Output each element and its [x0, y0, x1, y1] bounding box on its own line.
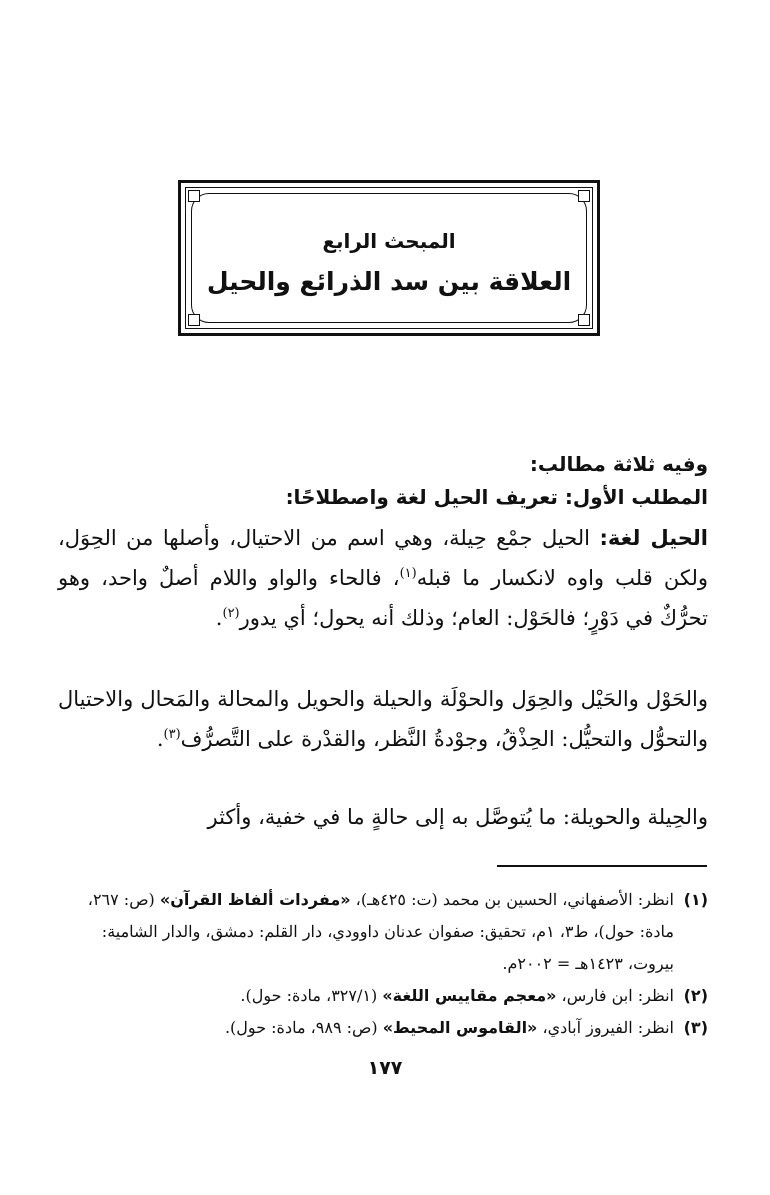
paragraph-text: ، فالحاء والواو واللام أصلٌ واحد، وهو تحرُّكٌ في دَوْرٍ؛ فالحَوْل: العام؛ وذلك أنه يحول؛ أي يدور: [58, 566, 708, 630]
paragraph-2: [58, 679, 708, 759]
term-label: الحيل لغة:: [599, 526, 708, 550]
paragraph-3: [58, 797, 708, 837]
paragraph-1: [58, 518, 708, 638]
footnote-ref[interactable]: (١): [399, 566, 417, 581]
book-title: «مفردات ألفاظ القرآن»: [159, 890, 351, 909]
paragraph-text: والحِيلة والحويلة: ما يُتوصَّل به إلى حالةٍ ما في خفية، وأكثر: [207, 805, 708, 829]
page-number: ١٧٧: [367, 1057, 403, 1079]
frame-corner-ornament: [578, 190, 590, 202]
footnote-ref[interactable]: (٣): [163, 727, 181, 742]
footnote-text: انظر: الأصفهاني، الحسين بن محمد (ت: ٤٢٥هـ)، «مفردات ألفاظ القرآن» (ص: ٢٦٧، مادة: حول)، ط٣، ١م، تحقيق: صفوان عدنان داوودي، دار القلم: دمشق، والدار الشامية: بيروت، ١٤٢٣هـ = ٢٠٠٢م.: [87, 890, 674, 973]
frame-inner-border: [191, 193, 587, 323]
footnotes: [58, 884, 708, 1044]
book-title: «معجم مقاييس اللغة»: [382, 986, 557, 1005]
frame-corner-ornament: [188, 190, 200, 202]
frame-corner-ornament: [578, 314, 590, 326]
footnote-separator: [497, 865, 707, 867]
section-title-frame: [178, 180, 600, 336]
matlab-heading: المطلب الأول: تعريف الحيل لغة واصطلاحًا:: [285, 485, 708, 509]
footnote-number: (٢): [683, 986, 708, 1005]
paragraph-end: .: [156, 727, 164, 751]
footnote: [58, 884, 708, 980]
footnote-text: انظر: ابن فارس، «معجم مقاييس اللغة» (٣٢٧/١، مادة: حول).: [240, 986, 674, 1005]
section-subtitle: العلاقة بين سد الذرائع والحيل: [206, 267, 572, 296]
footnote-number: (١): [683, 890, 708, 909]
paragraph-text: الحيل جمْع حِيلة، وهي اسم من الاحتيال، وأصلها من الحِوَل، ولكن قلب واوه لانكسار ما قبله: [58, 526, 708, 590]
footnote: [58, 980, 708, 1012]
paragraph-end: .: [215, 606, 223, 630]
frame-corner-ornament: [188, 314, 200, 326]
footnote-text: انظر: الفيروز آبادي، «القاموس المحيط» (ص: ٩٨٩، مادة: حول).: [224, 1018, 674, 1037]
book-title: «القاموس المحيط»: [382, 1018, 538, 1037]
footnote-number: (٣): [683, 1018, 708, 1037]
paragraph-text: والحَوْل والحَيْل والحِوَل والحوْلَة والحيلة والحويل والمحالة والمَحال والاحتيال والتحوُّل والتحيُّل: الحِذْقُ، وجوْدةُ النَّظر، والقدْرة على التَّصرُّف: [58, 687, 708, 751]
footnote-ref[interactable]: (٢): [222, 606, 240, 621]
section-title: المبحث الرابع: [322, 229, 456, 253]
intro-heading: وفيه ثلاثة مطالب:: [529, 452, 708, 476]
footnote: [58, 1012, 708, 1044]
